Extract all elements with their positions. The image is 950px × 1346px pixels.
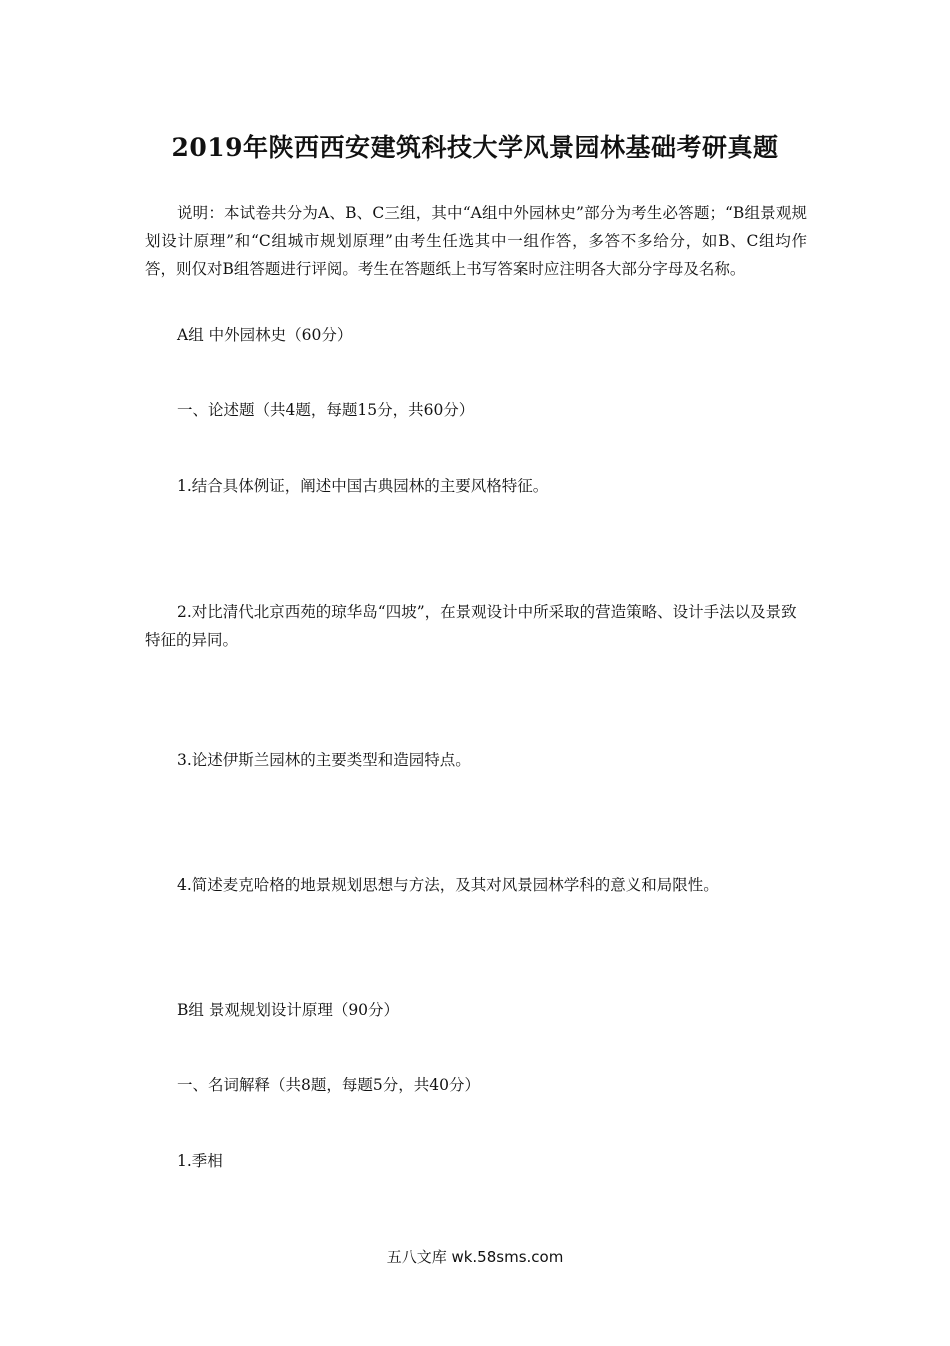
section-a-part-heading: 一、论述题（共4题，每题15分，共60分） <box>177 401 475 419</box>
question-a2: 2.对比清代北京西苑的琼华岛“四坡”，在景观设计中所采取的营造策略、设计手法以及景致特征的异同。 <box>145 603 797 649</box>
question-b1: 1.季相 <box>177 1152 223 1170</box>
footer-watermark: 五八文库 wk.58sms.com <box>386 1248 564 1266</box>
instructions-paragraph: 说明：本试卷共分为A、B、C三组，其中“A组中外园林史”部分为考生必答题；“B组景观规划设计原理”和“C组城市规划原理”由考生任选其中一组作答，多答不多给分，如B、C组均作答，则仅对B组答题进行评阅。考生在答题纸上书写答案时应注明各大部分字母及名称。 <box>145 204 807 278</box>
section-b-heading: B组 景观规划设计原理（90分） <box>177 1001 400 1019</box>
question-a3: 3.论述伊斯兰园林的主要类型和造园特点。 <box>177 751 471 769</box>
section-b-part-heading: 一、名词解释（共8题，每题5分，共40分） <box>177 1076 480 1094</box>
question-a1: 1.结合具体例证，阐述中国古典园林的主要风格特征。 <box>177 477 549 495</box>
document-title: 2019年陕西西安建筑科技大学风景园林基础考研真题 <box>171 133 779 162</box>
question-a4: 4.简述麦克哈格的地景规划思想与方法，及其对风景园林学科的意义和局限性。 <box>177 876 719 894</box>
section-a-heading: A组 中外园林史（60分） <box>177 326 353 344</box>
